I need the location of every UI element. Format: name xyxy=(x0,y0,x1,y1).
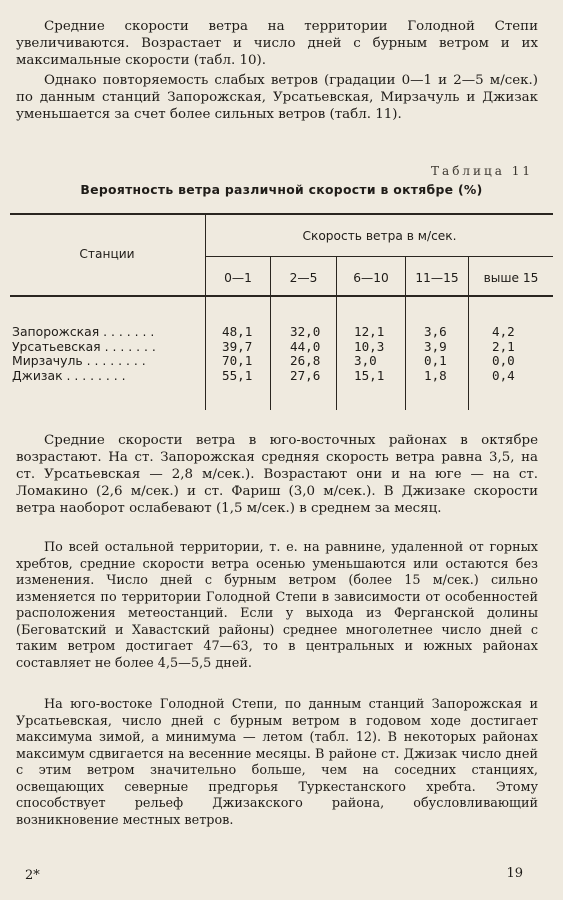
column-above-15-values xyxy=(492,325,515,383)
col-header-6-10: 6—10 xyxy=(353,271,389,285)
table-cell: 55,1 xyxy=(222,367,253,383)
column-0-1-values xyxy=(222,325,252,383)
paragraph-5: На юго-востоке Голодной Степи, по данным станций Запорожская и Урсатьевская, число дней с бурным ветром в годовом ходе достигает максимума зимой, а минимума — летом (табл. 12). В некоторых районах максимум сдвигается на весенние месяцы. В районе ст. Джизак число дней с этим ветром значительно больше, чем на соседних станциях, освещающих северные предгорья Туркестанского хребта. Этому способствует рельеф Джизакского района, обусловливающий возникновение местных ветров. xyxy=(16,697,538,828)
col-header-above-15: выше 15 xyxy=(483,271,539,285)
table-cell: 12,1 xyxy=(354,324,385,339)
table-top-rule xyxy=(10,213,553,215)
stations-header: Станции xyxy=(79,247,135,261)
table-cell: 70,1 xyxy=(222,353,253,368)
station-name: Запорожская . . . . . . . xyxy=(12,324,155,339)
table-cell: 0,1 xyxy=(424,353,447,368)
speed-header: Скорость ветра в м/сек. xyxy=(302,229,457,243)
table-cell: 0,0 xyxy=(492,353,515,368)
table-cell: 0,4 xyxy=(492,367,515,383)
paragraph-1: Средние скорости ветра на территории Голодной Степи увеличиваются. Возрастает и число дней с бурным ветром и их максимальные скорости (табл. 10). xyxy=(16,19,538,68)
table-label: Таблица 11 xyxy=(431,164,533,178)
table-cell: 48,1 xyxy=(222,324,253,339)
column-2-5-values xyxy=(290,325,320,383)
paragraph-3: Средние скорости ветра в юго-восточных районах в октябре возрастают. На ст. Запорожская средняя скорость ветра равна 3,5, на ст. Урсатьевская — 2,8 м/сек.). Возрастают они и на юге — на ст. Ломакино (2,6 м/сек.) и ст. Фариш (3,0 м/сек.). В Джизаке скорости ветра наоборот ослабевают (1,5 м/сек.) в среднем за месяц. xyxy=(16,433,538,516)
table-cell: 3,0 xyxy=(354,353,377,368)
table-cell: 2,1 xyxy=(492,338,515,354)
wind-probability-table xyxy=(0,205,563,410)
table-cell: 39,7 xyxy=(222,338,253,354)
table-cell: 4,2 xyxy=(492,324,515,339)
table-caption: Вероятность ветра различной скорости в октябре (%) xyxy=(80,182,483,197)
table-cell: 3,9 xyxy=(424,338,447,354)
stations-column xyxy=(12,325,156,383)
table-cell: 15,1 xyxy=(354,367,385,383)
col-header-2-5: 2—5 xyxy=(289,271,318,285)
table-subheader-rule xyxy=(205,256,553,257)
table-header-rule xyxy=(10,295,553,297)
table-cell: 26,8 xyxy=(290,353,321,368)
page-number: 19 xyxy=(506,866,523,881)
paragraph-4: По всей остальной территории, т. е. на равнине, удаленной от горных хребтов, средние скорости ветра осенью уменьшаются или остаются без изменения. Число дней с бурным ветром (более 15 м/сек.) сильно изменяется по территории Голодной Степи в зависимости от особенностей расположения метеостанций. Если у выхода из Ферганской долины (Беговатский и Хавастский районы) среднее многолетнее число дней с таким ветром достигает 47—63, то в центральных и южных районах составляет не более 4,5—5,5 дней. xyxy=(16,540,538,671)
column-11-15-values xyxy=(424,325,447,383)
signature-mark: 2* xyxy=(25,868,40,883)
table-cell: 1,8 xyxy=(424,367,447,383)
table-cell: 44,0 xyxy=(290,338,321,354)
col-header-0-1: 0—1 xyxy=(224,271,252,285)
paragraph-2: Однако повторяемость слабых ветров (градации 0—1 и 2—5 м/сек.) по данным станций Запорожская, Урсатьевская, Мирзачуль и Джизак уменьшается за счет более сильных ветров (табл. 11). xyxy=(16,73,538,122)
station-name: Мирзачуль . . . . . . . . xyxy=(12,353,146,368)
table-cell: 32,0 xyxy=(290,324,321,339)
table-cell: 10,3 xyxy=(354,338,385,354)
station-name: Урсатьевская . . . . . . . xyxy=(12,338,156,354)
col-header-11-15: 11—15 xyxy=(415,271,459,285)
station-name: Джизак . . . . . . . . xyxy=(12,367,126,383)
table-cell: 27,6 xyxy=(290,367,321,383)
table-cell: 3,6 xyxy=(424,324,447,339)
column-6-10-values xyxy=(354,325,384,383)
